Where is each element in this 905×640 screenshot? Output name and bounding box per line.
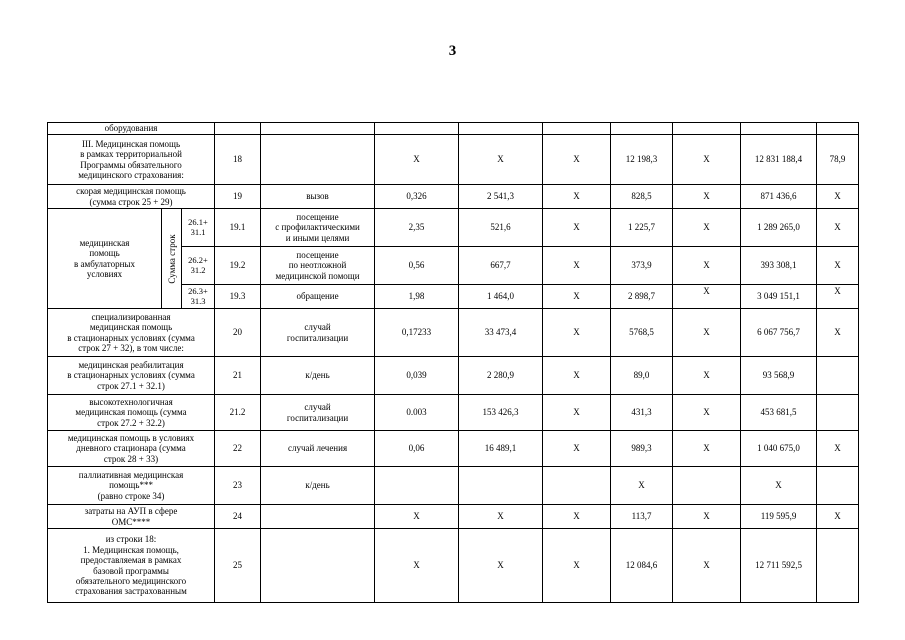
value-cell: 12 084,6 — [611, 529, 673, 603]
row-number: 23 — [215, 467, 261, 505]
row-label: медицинская помощь в амбулаторных условиях — [48, 209, 162, 309]
row-label: III. Медицинская помощь в рамках территориальной Программы обязательного медицинского страхования: — [48, 135, 215, 185]
value-cell: X — [817, 185, 859, 209]
value-cell: 113,7 — [611, 505, 673, 529]
table-row — [48, 467, 859, 505]
value-cell: 5768,5 — [611, 309, 673, 357]
value-cell: 153 426,3 — [459, 395, 543, 431]
value-cell: 871 436,6 — [741, 185, 817, 209]
row-number: 22 — [215, 431, 261, 467]
value-cell: 16 489,1 — [459, 431, 543, 467]
value-cell: X — [673, 285, 741, 309]
row-number: 19.2 — [215, 247, 261, 285]
row-label: затраты на АУП в сфере ОМС**** — [48, 505, 215, 529]
value-cell: 1 040 675,0 — [741, 431, 817, 467]
table-row — [48, 529, 859, 603]
value-cell: 2 280,9 — [459, 357, 543, 395]
value-cell: 0,326 — [375, 185, 459, 209]
value-cell: 89,0 — [611, 357, 673, 395]
value-cell: X — [543, 505, 611, 529]
value-cell: X — [543, 431, 611, 467]
value-cell: X — [543, 529, 611, 603]
value-cell: 0,17233 — [375, 309, 459, 357]
value-cell — [817, 395, 859, 431]
value-cell: X — [673, 247, 741, 285]
unit-cell: к/день — [261, 467, 375, 505]
value-cell: 1 464,0 — [459, 285, 543, 309]
table-row — [48, 309, 859, 357]
value-cell: 12 711 592,5 — [741, 529, 817, 603]
value-cell: 6 067 756,7 — [741, 309, 817, 357]
value-cell: X — [375, 529, 459, 603]
table-row — [48, 135, 859, 185]
value-cell: X — [673, 357, 741, 395]
value-cell: X — [459, 135, 543, 185]
table-row — [48, 123, 859, 135]
group-label: Сумма строк — [162, 209, 182, 309]
value-cell: X — [375, 505, 459, 529]
value-cell — [375, 467, 459, 505]
value-cell: 0,06 — [375, 431, 459, 467]
value-cell: X — [817, 247, 859, 285]
value-cell: X — [543, 395, 611, 431]
unit-cell — [261, 505, 375, 529]
value-cell — [543, 467, 611, 505]
unit-cell: случай госпитализации — [261, 395, 375, 431]
unit-cell — [261, 135, 375, 185]
table-row — [48, 209, 859, 247]
value-cell: 667,7 — [459, 247, 543, 285]
row-number: 21.2 — [215, 395, 261, 431]
value-cell: X — [543, 285, 611, 309]
value-cell: 0,56 — [375, 247, 459, 285]
row-label: оборудования — [48, 123, 215, 135]
row-label: медицинская помощь в условиях дневного стационара (сумма строк 28 + 33) — [48, 431, 215, 467]
value-cell: X — [459, 529, 543, 603]
value-cell: X — [741, 467, 817, 505]
row-number: 20 — [215, 309, 261, 357]
unit-cell: посещение по неотложной медицинской помощи — [261, 247, 375, 285]
unit-cell: обращение — [261, 285, 375, 309]
table-row — [48, 505, 859, 529]
value-cell: X — [673, 395, 741, 431]
value-cell: 393 308,1 — [741, 247, 817, 285]
value-cell: 3 049 151,1 — [741, 285, 817, 309]
row-number: 24 — [215, 505, 261, 529]
unit-cell — [261, 529, 375, 603]
value-cell: 453 681,5 — [741, 395, 817, 431]
row-label: из строки 18: 1. Медицинская помощь, предоставляемая в рамках базовой программы обязательного медицинского страхования застрахованным — [48, 529, 215, 603]
value-cell — [673, 467, 741, 505]
table-row — [48, 395, 859, 431]
value-cell: 12 831 188,4 — [741, 135, 817, 185]
value-cell: 93 568,9 — [741, 357, 817, 395]
value-cell: 2 898,7 — [611, 285, 673, 309]
value-cell: X — [673, 209, 741, 247]
value-cell: 431,3 — [611, 395, 673, 431]
value-cell: X — [817, 431, 859, 467]
value-cell: 119 595,9 — [741, 505, 817, 529]
row-label: медицинская реабилитация в стационарных условиях (сумма строк 27.1 + 32.1) — [48, 357, 215, 395]
value-cell: 0,039 — [375, 357, 459, 395]
sub-formula: 26.3+ 31.3 — [182, 285, 215, 309]
value-cell: X — [673, 431, 741, 467]
unit-cell: случай госпитализации — [261, 309, 375, 357]
value-cell: 2,35 — [375, 209, 459, 247]
value-cell: 828,5 — [611, 185, 673, 209]
value-cell: 373,9 — [611, 247, 673, 285]
value-cell: X — [543, 209, 611, 247]
table-row — [48, 185, 859, 209]
value-cell: 989,3 — [611, 431, 673, 467]
row-number: 19 — [215, 185, 261, 209]
value-cell: 2 541,3 — [459, 185, 543, 209]
value-cell: X — [673, 135, 741, 185]
value-cell: X — [817, 285, 859, 309]
row-label: паллиативная медицинская помощь*** (равно строке 34) — [48, 467, 215, 505]
unit-cell: к/день — [261, 357, 375, 395]
value-cell: 1 289 265,0 — [741, 209, 817, 247]
unit-cell: случай лечения — [261, 431, 375, 467]
value-cell — [817, 467, 859, 505]
value-cell: X — [817, 505, 859, 529]
row-number: 21 — [215, 357, 261, 395]
value-cell: X — [673, 185, 741, 209]
value-cell: X — [817, 209, 859, 247]
value-cell: X — [611, 467, 673, 505]
value-cell: 33 473,4 — [459, 309, 543, 357]
sub-formula: 26.1+ 31.1 — [182, 209, 215, 247]
value-cell: X — [673, 529, 741, 603]
value-cell: 521,6 — [459, 209, 543, 247]
value-cell: 1 225,7 — [611, 209, 673, 247]
value-cell — [459, 467, 543, 505]
data-table — [47, 122, 859, 603]
value-cell: X — [375, 135, 459, 185]
row-number: 18 — [215, 135, 261, 185]
value-cell: 78,9 — [817, 135, 859, 185]
page-number: 3 — [448, 43, 457, 59]
value-cell: X — [817, 309, 859, 357]
table-row — [48, 357, 859, 395]
sub-formula: 26.2+ 31.2 — [182, 247, 215, 285]
value-cell — [817, 529, 859, 603]
unit-cell: посещение с профилактическими и иными целями — [261, 209, 375, 247]
row-label: специализированная медицинская помощь в стационарных условиях (сумма строк 27 + 32), в том числе: — [48, 309, 215, 357]
row-number: 19.1 — [215, 209, 261, 247]
row-label: высокотехнологичная медицинская помощь (сумма строк 27.2 + 32.2) — [48, 395, 215, 431]
value-cell: X — [673, 505, 741, 529]
value-cell: 1,98 — [375, 285, 459, 309]
row-label: скорая медицинская помощь (сумма строк 25 + 29) — [48, 185, 215, 209]
row-number: 25 — [215, 529, 261, 603]
value-cell: X — [543, 135, 611, 185]
value-cell: 12 198,3 — [611, 135, 673, 185]
value-cell — [817, 357, 859, 395]
unit-cell: вызов — [261, 185, 375, 209]
value-cell: X — [673, 309, 741, 357]
value-cell: X — [459, 505, 543, 529]
value-cell: X — [543, 185, 611, 209]
value-cell: X — [543, 247, 611, 285]
table-row — [48, 431, 859, 467]
row-number: 19.3 — [215, 285, 261, 309]
value-cell: X — [543, 309, 611, 357]
value-cell: 0.003 — [375, 395, 459, 431]
value-cell: X — [543, 357, 611, 395]
